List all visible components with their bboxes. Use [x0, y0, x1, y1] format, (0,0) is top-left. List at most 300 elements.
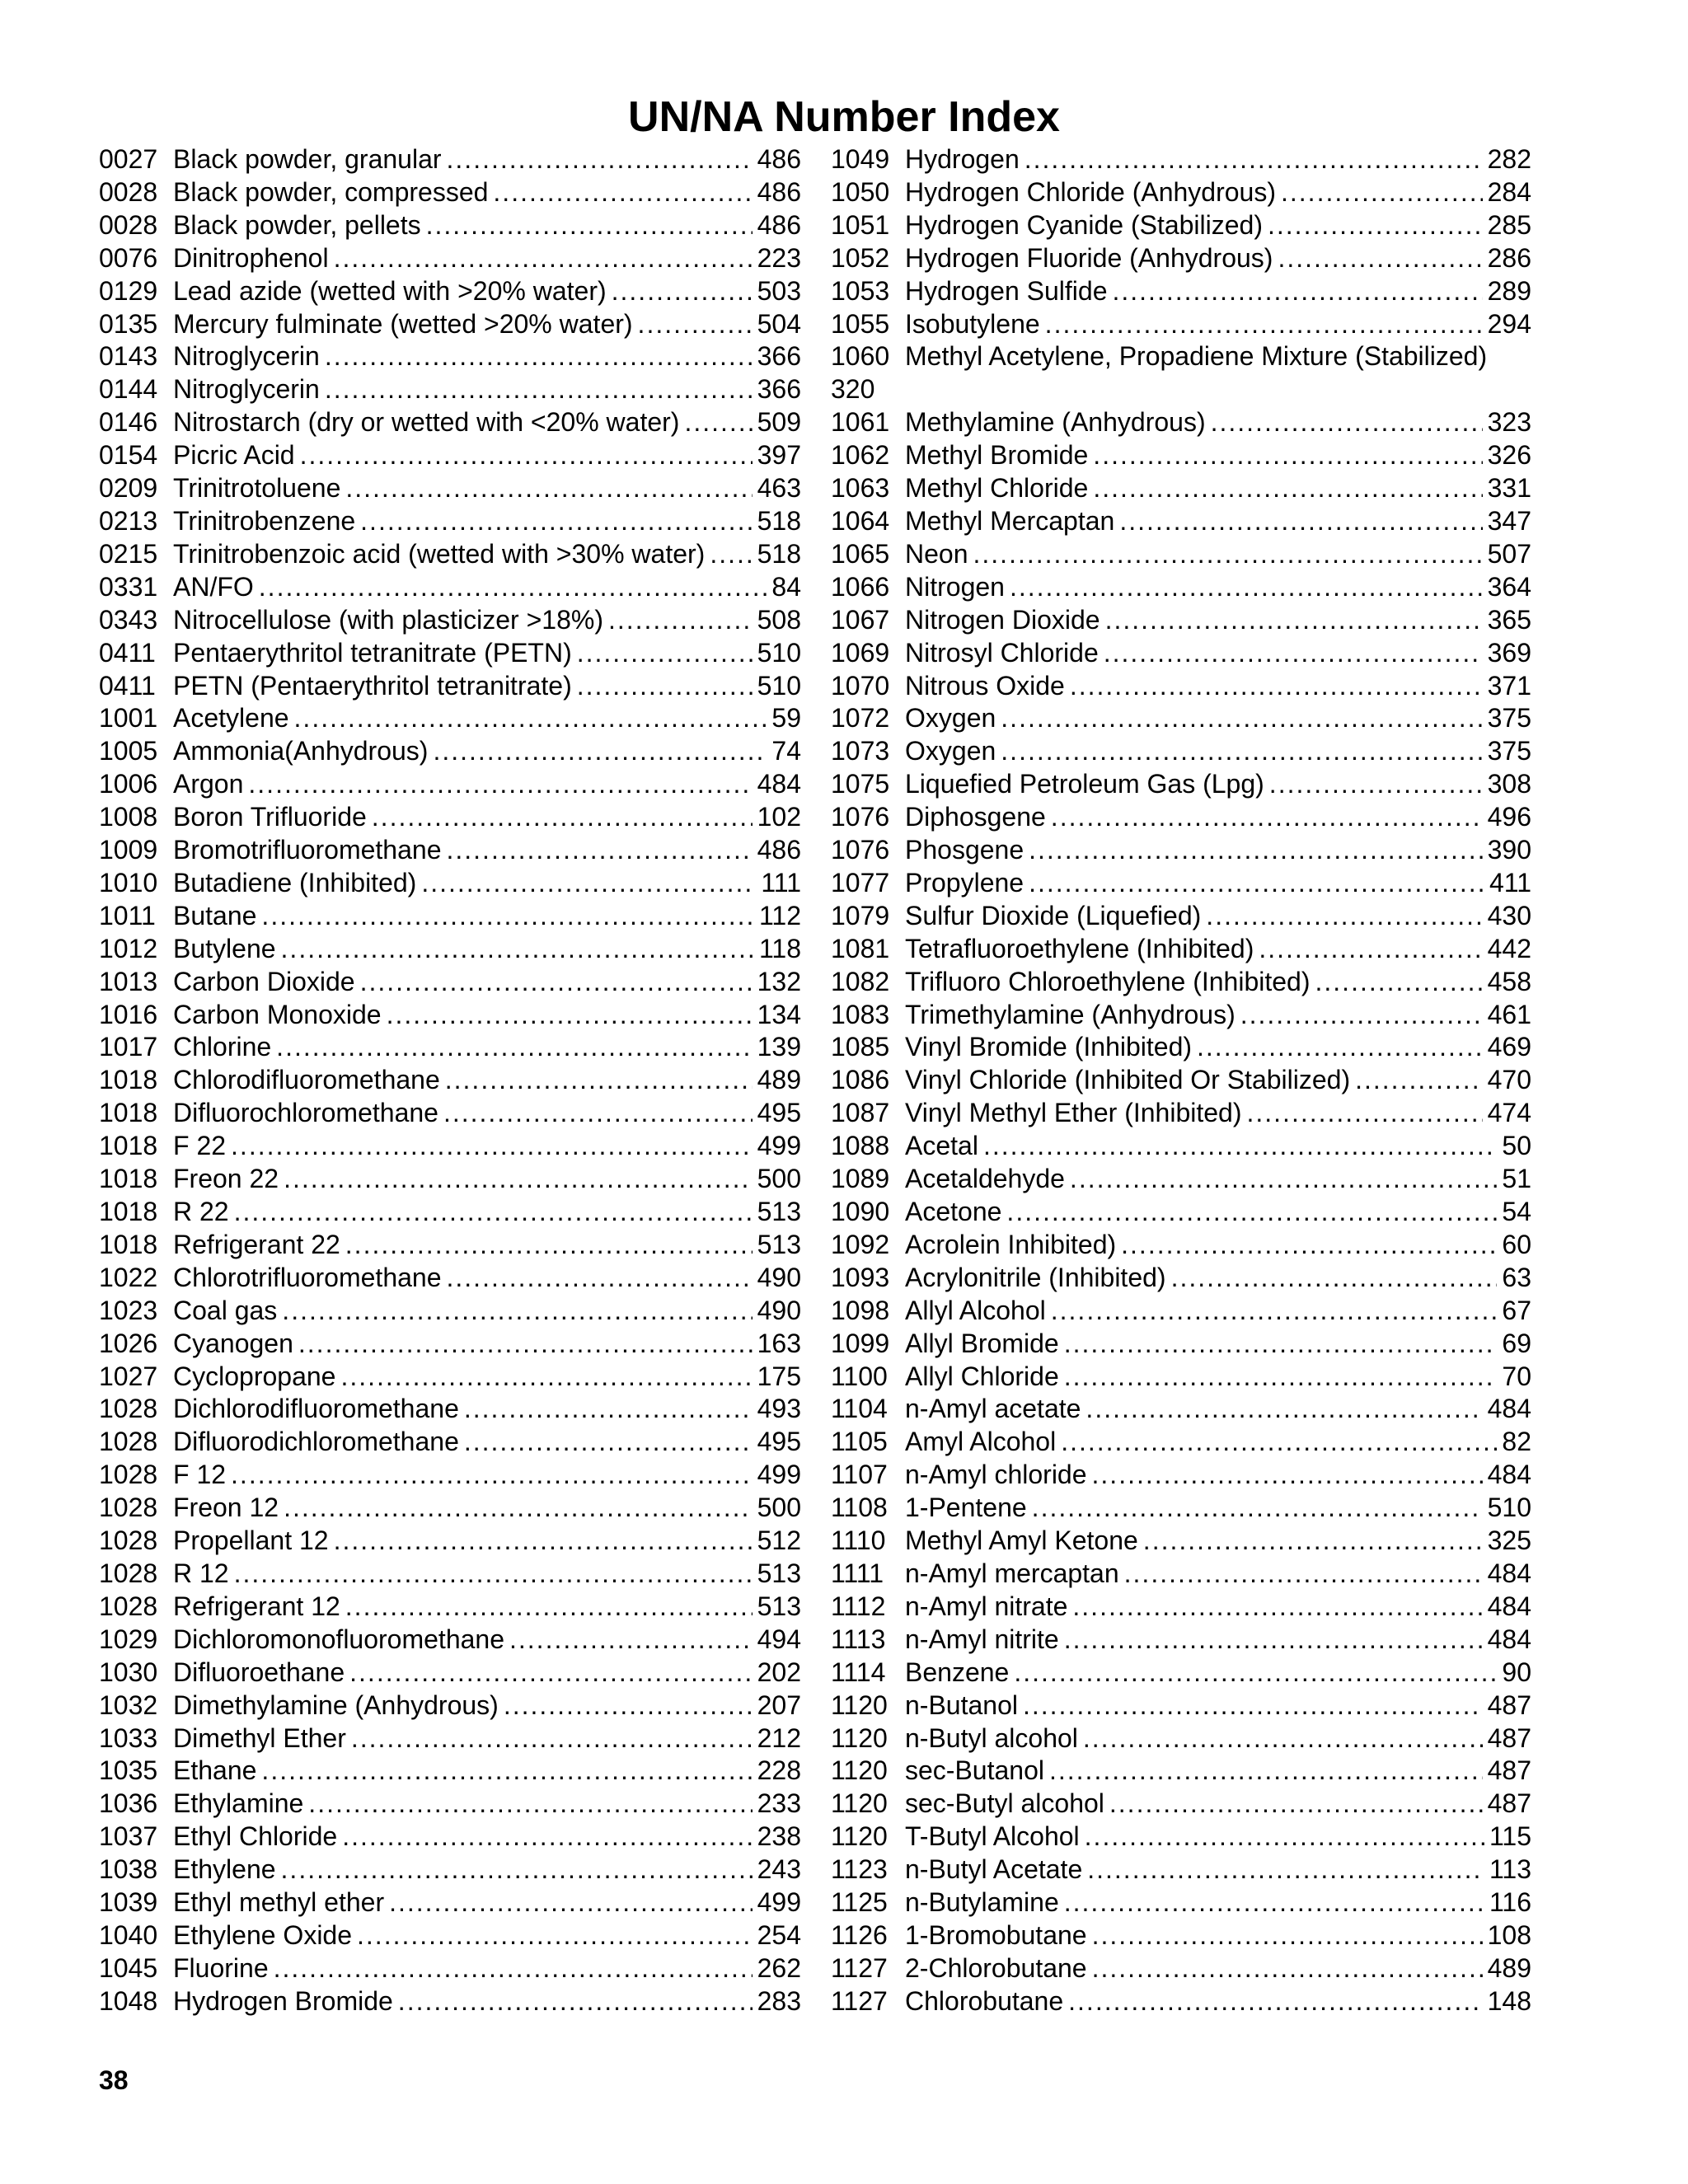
- index-entry: [99, 1722, 801, 1755]
- dot-leader: [1246, 1097, 1482, 1130]
- index-entry: [831, 242, 1531, 275]
- dot-leader: [351, 1722, 753, 1755]
- page-reference: 294: [1487, 308, 1531, 339]
- dot-leader: [1278, 242, 1482, 275]
- index-entry: [831, 1229, 1531, 1262]
- index-entry: [99, 1492, 801, 1525]
- page-reference: 495: [757, 1098, 801, 1128]
- page-reference: 442: [1487, 933, 1531, 963]
- un-number: 1028: [99, 1526, 158, 1556]
- page-reference: 484: [757, 769, 801, 799]
- index-entry: [99, 1854, 801, 1886]
- un-number: 1028: [99, 1460, 158, 1490]
- dot-leader: [1281, 176, 1483, 209]
- index-entry: [831, 1657, 1531, 1690]
- index-entry: [831, 1196, 1531, 1229]
- dot-leader: [1070, 1163, 1497, 1196]
- page-reference: 484: [1487, 1394, 1531, 1424]
- dot-leader: [248, 768, 752, 801]
- dot-leader: [493, 176, 752, 209]
- index-entry: [831, 340, 1531, 406]
- page-reference: 510: [757, 637, 801, 668]
- chemical-name: Methyl Amyl Ketone: [905, 1526, 1138, 1556]
- chemical-name: AN/FO: [173, 571, 254, 602]
- page-reference: 326: [1487, 440, 1531, 471]
- index-entry: [831, 1295, 1531, 1328]
- page-reference: 461: [1487, 999, 1531, 1029]
- page-reference: 518: [757, 538, 801, 569]
- index-column-left: [99, 143, 801, 2018]
- dot-leader: [231, 1459, 753, 1492]
- un-number: 1062: [831, 440, 890, 471]
- page-reference: 365: [1487, 604, 1531, 635]
- index-entry: [99, 670, 801, 703]
- chemical-name: Isobutylene: [905, 308, 1040, 339]
- chemical-name: Dimethylamine (Anhydrous): [173, 1690, 499, 1720]
- page-reference: 139: [757, 1032, 801, 1062]
- un-number: 0213: [99, 505, 158, 536]
- dot-leader: [1092, 1919, 1483, 1952]
- dot-leader: [1014, 1657, 1497, 1690]
- chemical-name: n-Butylamine: [905, 1887, 1059, 1918]
- chemical-name: Chlorodifluoromethane: [173, 1065, 440, 1095]
- index-entry: [831, 1788, 1531, 1821]
- index-entry: [831, 637, 1531, 670]
- chemical-name: Black powder, granular: [173, 144, 442, 174]
- chemical-name: Nitrocellulose (with plasticizer >18%): [173, 604, 603, 635]
- un-number: 1123: [831, 1854, 888, 1885]
- chemical-name: Butylene: [173, 933, 276, 963]
- chemical-name: Sulfur Dioxide (Liquefied): [905, 900, 1202, 930]
- chemical-name: Acrylonitrile (Inhibited): [905, 1262, 1166, 1292]
- dot-leader: [1068, 1985, 1482, 2018]
- chemical-name: 2-Chlorobutane: [905, 1952, 1087, 1983]
- dot-leader: [608, 604, 753, 637]
- page-reference: 59: [771, 703, 801, 733]
- index-entry: [831, 1492, 1531, 1525]
- index-entry: [99, 1624, 801, 1657]
- chemical-name: Hydrogen Bromide: [173, 1985, 393, 2016]
- page-reference: 512: [757, 1526, 801, 1556]
- dot-leader: [445, 1064, 753, 1097]
- un-number: 0146: [99, 407, 158, 438]
- page-reference: 134: [757, 999, 801, 1029]
- index-entry: [99, 1262, 801, 1295]
- index-entry: [831, 1097, 1531, 1130]
- index-entry: [831, 1525, 1531, 1558]
- un-number: 1088: [831, 1131, 890, 1161]
- index-entry: [831, 1031, 1531, 1064]
- index-entry: [99, 999, 801, 1032]
- chemical-name: Diphosgene: [905, 802, 1046, 832]
- un-number: 1065: [831, 538, 890, 569]
- chemical-name: Phosgene: [905, 835, 1025, 865]
- un-number: 1035: [99, 1755, 158, 1786]
- page-reference: 490: [757, 1295, 801, 1325]
- un-number: 1081: [831, 933, 890, 963]
- page-reference: 308: [1487, 769, 1531, 799]
- chemical-name: Difluoroethane: [173, 1657, 345, 1687]
- page-reference: 503: [757, 275, 801, 306]
- dot-leader: [443, 1097, 753, 1130]
- index-entry: [99, 340, 801, 373]
- index-entry: [99, 1130, 801, 1163]
- page-reference: 60: [1502, 1229, 1531, 1259]
- un-number: 1060: [831, 341, 890, 372]
- dot-leader: [294, 702, 767, 735]
- chemical-name: Methyl Chloride: [905, 473, 1089, 504]
- dot-leader: [612, 275, 753, 308]
- index-entry: [831, 406, 1531, 439]
- un-number: 1108: [831, 1493, 888, 1523]
- un-number: 1032: [99, 1690, 158, 1720]
- dot-leader: [342, 1821, 752, 1854]
- un-number: 1090: [831, 1197, 890, 1227]
- chemical-name: Acetaldehyde: [905, 1164, 1065, 1194]
- un-number: 1076: [831, 802, 890, 832]
- un-number: 1069: [831, 637, 890, 668]
- dot-leader: [426, 209, 753, 242]
- chemical-name: Vinyl Chloride (Inhibited Or Stabilized): [905, 1065, 1351, 1095]
- dot-leader: [1268, 209, 1483, 242]
- page-reference: 364: [1487, 571, 1531, 602]
- un-number: 1082: [831, 966, 890, 996]
- chemical-name: n-Amyl mercaptan: [905, 1558, 1119, 1588]
- chemical-name: n-Amyl nitrite: [905, 1624, 1059, 1654]
- un-number: 1092: [831, 1229, 890, 1259]
- chemical-name: Pentaerythritol tetranitrate (PETN): [173, 637, 572, 668]
- dot-leader: [1269, 768, 1483, 801]
- chemical-name: Benzene: [905, 1657, 1010, 1687]
- page-reference: 175: [757, 1361, 801, 1391]
- dot-leader: [1029, 834, 1482, 867]
- un-number: 1120: [831, 1755, 888, 1786]
- un-number: 1104: [831, 1394, 888, 1424]
- dot-leader: [231, 1130, 753, 1163]
- dot-leader: [1093, 439, 1482, 472]
- index-entry: [831, 1919, 1531, 1952]
- dot-leader: [345, 472, 752, 505]
- page-reference: 487: [1487, 1690, 1531, 1720]
- dot-leader: [325, 340, 753, 373]
- dot-leader: [300, 439, 753, 472]
- chemical-name: 1-Pentene: [905, 1493, 1027, 1523]
- dot-leader: [983, 1130, 1497, 1163]
- dot-leader: [1105, 604, 1483, 637]
- page-reference: 513: [757, 1229, 801, 1259]
- un-number: 0331: [99, 571, 158, 602]
- dot-leader: [577, 637, 753, 670]
- index-entry: [831, 1558, 1531, 1591]
- un-number: 1018: [99, 1164, 158, 1194]
- dot-leader: [282, 1295, 752, 1328]
- chemical-name: Trifluoro Chloroethylene (Inhibited): [905, 966, 1311, 996]
- dot-leader: [1124, 1558, 1483, 1591]
- chemical-name: Lead azide (wetted with >20% water): [173, 275, 607, 306]
- un-number: 1110: [831, 1526, 886, 1556]
- dot-leader: [1064, 1361, 1498, 1394]
- un-number: 1107: [831, 1460, 888, 1490]
- dot-leader: [1104, 637, 1483, 670]
- dot-leader: [1064, 1886, 1484, 1919]
- un-number: 1028: [99, 1394, 158, 1424]
- index-entry: [99, 571, 801, 604]
- chemical-name: Trinitrobenzoic acid (wetted with >30% water): [173, 538, 706, 569]
- chemical-name: Fluorine: [173, 1952, 269, 1983]
- index-entry: [831, 1985, 1531, 2018]
- page-reference: 495: [757, 1427, 801, 1457]
- index-entry: [99, 1985, 801, 2018]
- chemical-name: Difluorodichloromethane: [173, 1427, 459, 1457]
- un-number: 1011: [99, 900, 156, 930]
- dot-leader: [1070, 670, 1483, 703]
- index-entry: [99, 406, 801, 439]
- chemical-name: 1-Bromobutane: [905, 1919, 1087, 1950]
- un-number: 1083: [831, 999, 890, 1029]
- chemical-name: Nitrostarch (dry or wetted with <20% water): [173, 407, 680, 438]
- index-entry: [99, 1525, 801, 1558]
- un-number: 1087: [831, 1098, 890, 1128]
- page-reference: 500: [757, 1164, 801, 1194]
- index-entry: [99, 1229, 801, 1262]
- page-reference: 375: [1487, 703, 1531, 733]
- chemical-name: Chlorine: [173, 1032, 272, 1062]
- chemical-name: Methyl Mercaptan: [905, 505, 1115, 536]
- un-number: 1055: [831, 308, 890, 339]
- chemical-name: PETN (Pentaerythritol tetranitrate): [173, 670, 572, 701]
- page-reference: 51: [1502, 1164, 1531, 1194]
- page-reference: 84: [771, 571, 801, 602]
- un-number: 0411: [99, 670, 156, 701]
- index-entry: [99, 1163, 801, 1196]
- un-number: 1063: [831, 473, 890, 504]
- index-column-right: [831, 143, 1531, 2018]
- index-entry: [831, 1821, 1531, 1854]
- index-entry: [99, 1788, 801, 1821]
- chemical-name: Black powder, pellets: [173, 209, 421, 240]
- chemical-name: n-Amyl chloride: [905, 1460, 1087, 1490]
- chemical-name: F 12: [173, 1460, 227, 1490]
- dot-leader: [447, 1262, 753, 1295]
- dot-leader: [398, 1985, 753, 2018]
- un-number: 0129: [99, 275, 158, 306]
- chemical-name: Acrolein Inhibited): [905, 1229, 1117, 1259]
- chemical-name: Oxygen: [905, 736, 996, 766]
- page-reference: 113: [1489, 1854, 1531, 1885]
- chemical-name: Dichloromonofluoromethane: [173, 1624, 504, 1654]
- index-entry: [831, 1130, 1531, 1163]
- dot-leader: [1093, 472, 1482, 505]
- index-entry: [99, 1690, 801, 1722]
- un-number: 1053: [831, 275, 890, 306]
- un-number: 1114: [831, 1657, 886, 1687]
- un-number: 1033: [99, 1722, 158, 1753]
- dot-leader: [1032, 1492, 1483, 1525]
- page-reference: 202: [757, 1657, 801, 1687]
- page-reference: 510: [757, 670, 801, 701]
- index-entry: [831, 867, 1531, 900]
- chemical-name: Acetylene: [173, 703, 289, 733]
- index-entry: [831, 1163, 1531, 1196]
- un-number: 1086: [831, 1065, 890, 1095]
- un-number: 1038: [99, 1854, 158, 1885]
- chemical-name: Dinitrophenol: [173, 242, 329, 273]
- dot-leader: [284, 1492, 753, 1525]
- un-number: 1018: [99, 1098, 158, 1128]
- page-reference: 163: [757, 1328, 801, 1358]
- un-number: 1022: [99, 1262, 158, 1292]
- index-entry: [99, 604, 801, 637]
- page-reference: 347: [1487, 505, 1531, 536]
- un-number: 1028: [99, 1591, 158, 1621]
- dot-leader: [1061, 1426, 1497, 1459]
- dot-leader: [1064, 1328, 1498, 1361]
- index-entry: [99, 242, 801, 275]
- page-reference: 463: [757, 473, 801, 504]
- page-reference: 366: [757, 374, 801, 405]
- chemical-name: Allyl Bromide: [905, 1328, 1059, 1358]
- dot-leader: [1315, 966, 1483, 999]
- dot-leader: [360, 505, 752, 538]
- un-number: 1085: [831, 1032, 890, 1062]
- index-entry: [99, 735, 801, 768]
- page-reference: 233: [757, 1788, 801, 1819]
- chemical-name: Allyl Chloride: [905, 1361, 1059, 1391]
- chemical-name: Trinitrobenzene: [173, 505, 356, 536]
- page-reference: 499: [757, 1460, 801, 1490]
- page-reference: 70: [1502, 1361, 1531, 1391]
- chemical-name: Cyanogen: [173, 1328, 293, 1358]
- un-number: 0028: [99, 209, 158, 240]
- page-reference: 366: [757, 341, 801, 372]
- chemical-name: Methyl Bromide: [905, 440, 1089, 471]
- chemical-name: Black powder, compressed: [173, 176, 489, 207]
- index-entry: [99, 867, 801, 900]
- un-number: 0144: [99, 374, 158, 405]
- index-entry: [831, 439, 1531, 472]
- dot-leader: [372, 801, 753, 834]
- chemical-name: Ethyl Chloride: [173, 1821, 338, 1852]
- index-entry: [99, 1459, 801, 1492]
- page-reference: 499: [757, 1887, 801, 1918]
- chemical-name: Nitrous Oxide: [905, 670, 1065, 701]
- index-entry: [831, 308, 1531, 341]
- chemical-name: Picric Acid: [173, 440, 295, 471]
- page-reference: 50: [1502, 1131, 1531, 1161]
- page-reference: 484: [1487, 1558, 1531, 1588]
- dot-leader: [1171, 1262, 1498, 1295]
- index-entry: [99, 1393, 801, 1426]
- chemical-name: Ethylene Oxide: [173, 1919, 353, 1950]
- page-reference: 411: [1489, 867, 1531, 898]
- page-reference: 487: [1487, 1722, 1531, 1753]
- un-number: 1105: [831, 1427, 888, 1457]
- un-number: 1077: [831, 867, 890, 898]
- chemical-name: Difluorochloromethane: [173, 1098, 438, 1128]
- dot-leader: [345, 1591, 753, 1624]
- dot-leader: [357, 1919, 753, 1952]
- dot-leader: [1001, 702, 1482, 735]
- page-reference: 54: [1502, 1197, 1531, 1227]
- dot-leader: [281, 933, 754, 966]
- dot-leader: [345, 1229, 753, 1262]
- un-number: 1070: [831, 670, 890, 701]
- page-reference: 286: [1487, 242, 1531, 273]
- index-entry: [99, 1361, 801, 1394]
- chemical-name: Vinyl Methyl Ether (Inhibited): [905, 1098, 1242, 1128]
- page-reference: 285: [1487, 209, 1531, 240]
- page-reference: 323: [1487, 407, 1531, 438]
- index-entry: [99, 637, 801, 670]
- dot-leader: [325, 373, 753, 406]
- page-reference: 254: [757, 1919, 801, 1950]
- index-entry: [831, 735, 1531, 768]
- index-entry: [831, 670, 1531, 703]
- dot-leader: [1051, 1295, 1498, 1328]
- dot-leader: [334, 242, 753, 275]
- index-entry: [99, 472, 801, 505]
- index-entry: [99, 209, 801, 242]
- index-entry: [99, 1328, 801, 1361]
- un-number: 1028: [99, 1493, 158, 1523]
- dot-leader: [349, 1657, 752, 1690]
- page-reference: 397: [757, 440, 801, 471]
- un-number: 1120: [831, 1821, 888, 1852]
- chemical-name: R 22: [173, 1197, 229, 1226]
- un-number: 1048: [99, 1985, 158, 2016]
- chemical-name: Hydrogen Chloride (Anhydrous): [905, 176, 1276, 207]
- dot-leader: [234, 1558, 753, 1591]
- un-number: 1009: [99, 835, 158, 865]
- page-reference: 484: [1487, 1624, 1531, 1654]
- dot-leader: [1197, 1031, 1483, 1064]
- chemical-name: Butadiene (Inhibited): [173, 867, 417, 898]
- chemical-name: Carbon Dioxide: [173, 966, 355, 996]
- un-number: 1001: [99, 703, 158, 733]
- dot-leader: [973, 538, 1483, 571]
- page-reference: 111: [761, 867, 801, 898]
- un-number: 1039: [99, 1887, 158, 1918]
- un-number: 1028: [99, 1427, 158, 1457]
- dot-leader: [1085, 1393, 1482, 1426]
- un-number: 1120: [831, 1788, 888, 1819]
- page-title: UN/NA Number Index: [628, 93, 1060, 141]
- dot-leader: [1072, 1591, 1482, 1624]
- index-entry: [831, 1064, 1531, 1097]
- un-number: 1072: [831, 703, 890, 733]
- index-entry: [99, 768, 801, 801]
- un-number: 1036: [99, 1788, 158, 1819]
- page-reference: 118: [758, 933, 801, 963]
- un-number: 1120: [831, 1690, 888, 1720]
- un-number: 1073: [831, 736, 890, 766]
- dot-leader: [389, 1886, 753, 1919]
- dot-leader: [1049, 1755, 1483, 1788]
- page-reference: 283: [757, 1985, 801, 2016]
- dot-leader: [1045, 308, 1483, 341]
- chemical-name: Butane: [173, 900, 257, 930]
- page-reference: 116: [1489, 1887, 1531, 1918]
- index-entry: [99, 176, 801, 209]
- dot-leader: [504, 1690, 753, 1722]
- page-reference: 289: [1487, 275, 1531, 306]
- un-number: 1005: [99, 736, 158, 766]
- un-number: 0143: [99, 341, 158, 372]
- dot-leader: [1029, 867, 1484, 900]
- chemical-name: Methylamine (Anhydrous): [905, 407, 1206, 438]
- dot-leader: [334, 1525, 753, 1558]
- un-number: 0135: [99, 308, 158, 339]
